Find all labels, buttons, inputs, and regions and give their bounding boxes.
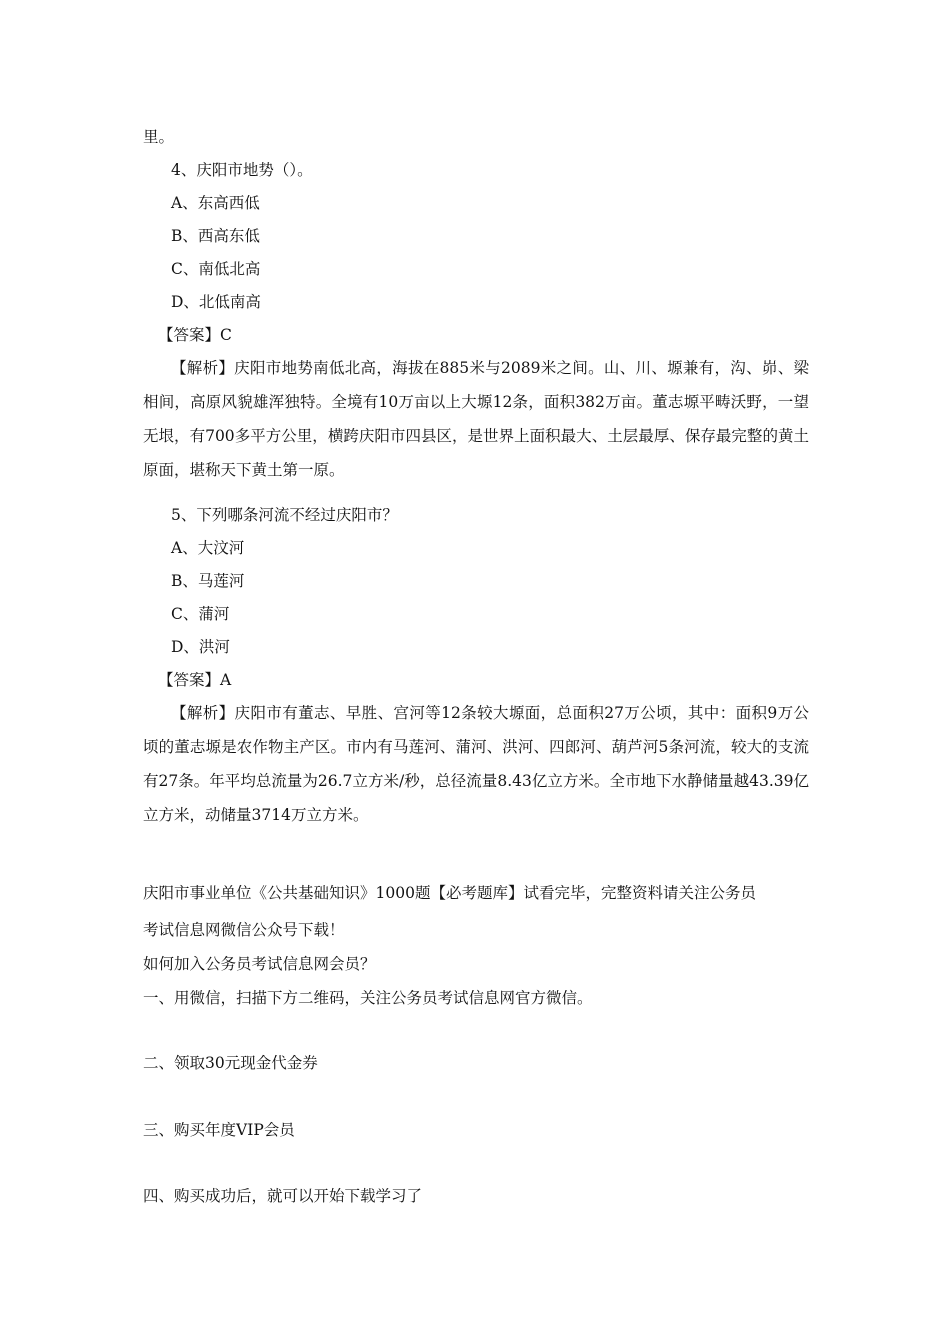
how-to-join-heading: 如何加入公务员考试信息网会员？: [143, 955, 376, 973]
q4-explanation: 【解析】庆阳市地势南低北高，海拔在885米与2089米之间。山、川、塬兼有，沟、峁、梁相间，高原风貌雄浑独特。全境有10万亩以上大塬12条，面积382万亩。董志塬平畴沃野，一望无垠，有700多平方公里，横跨庆阳市四县区，是世界上面积最大、土层最厚、保存最完整的黄土原面，堪称天下黄土第一原。: [143, 359, 809, 479]
q4-option-d: D、北低南高: [171, 293, 261, 311]
q4-option-c: C、南低北高: [171, 260, 261, 278]
step-2: 二、领取30元现金代金券: [143, 1054, 318, 1072]
q5-option-d: D、洪河: [171, 638, 230, 656]
q4-answer: 【答案】C: [158, 326, 232, 344]
q4-option-b: B、西高东低: [171, 227, 260, 245]
continuation-text: 里。: [143, 128, 175, 146]
notice-line-1: 庆阳市事业单位《公共基础知识》1000题【必考题库】试看完毕，完整资料请关注公务员: [143, 884, 756, 902]
q5-option-b: B、马莲河: [171, 572, 245, 590]
q5-option-c: C、蒲河: [171, 605, 230, 623]
q5-option-a: A、大汶河: [171, 539, 245, 557]
notice-line-2: 考试信息网微信公众号下载！: [143, 921, 345, 939]
step-4: 四、购买成功后，就可以开始下载学习了: [143, 1187, 423, 1205]
question-4: 4、庆阳市地势（）。: [171, 161, 313, 179]
q4-option-a: A、东高西低: [171, 194, 260, 212]
q5-answer: 【答案】A: [158, 671, 232, 689]
question-5: 5、下列哪条河流不经过庆阳市？: [171, 506, 398, 524]
step-1: 一、用微信，扫描下方二维码，关注公务员考试信息网官方微信。: [143, 989, 593, 1007]
step-3: 三、购买年度VIP会员: [143, 1121, 295, 1139]
q5-explanation: 【解析】庆阳市有董志、早胜、宫河等12条较大塬面，总面积27万公顷，其中：面积9万公顷的董志塬是农作物主产区。市内有马莲河、蒲河、洪河、四郎河、葫芦河5条河流，较大的支流有27条。年平均总流量为26.7立方米/秒，总径流量8.43亿立方米。全市地下水静储量越43.39亿立方米，动储量3714万立方米。: [143, 704, 809, 824]
